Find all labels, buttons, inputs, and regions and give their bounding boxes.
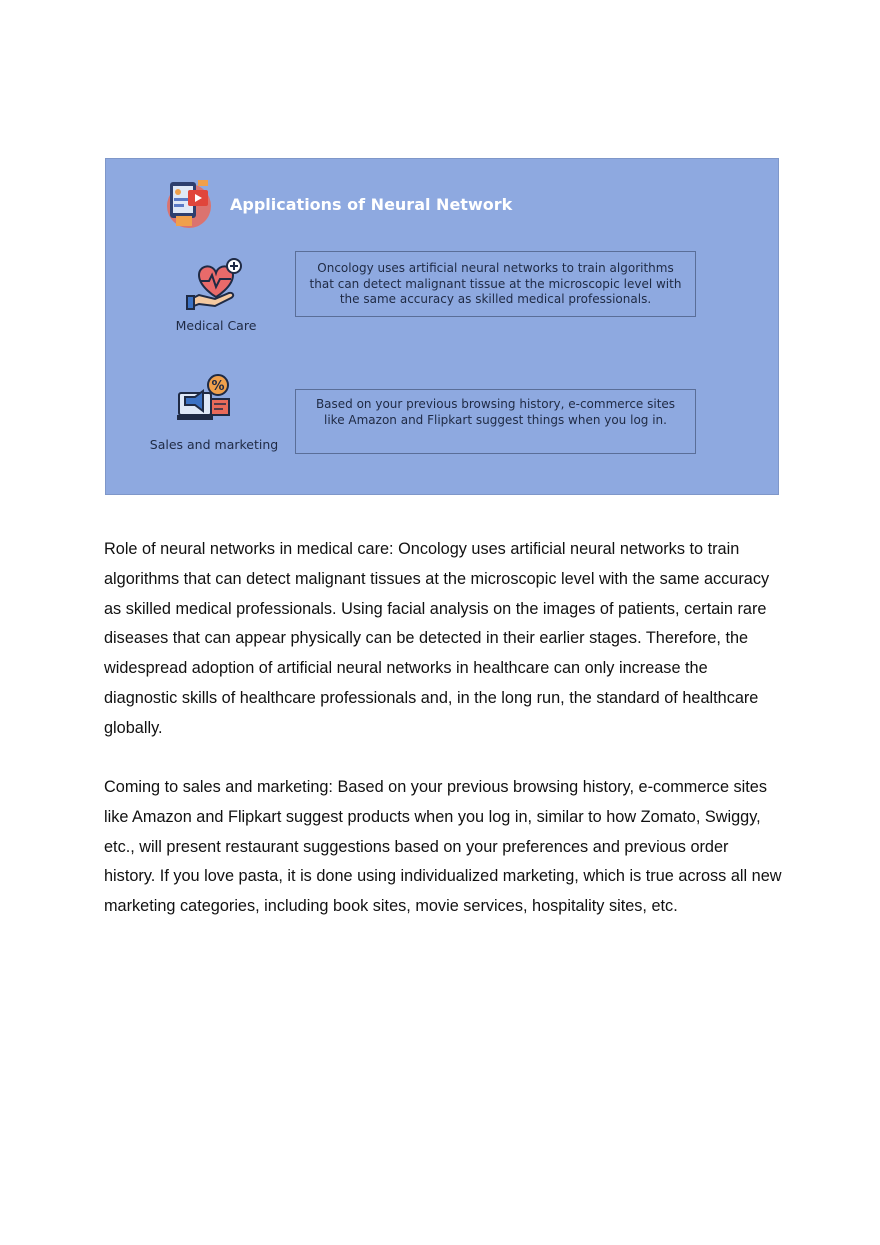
row-label-sales-marketing: Sales and marketing xyxy=(149,437,279,452)
row-label-medical-care: Medical Care xyxy=(175,318,257,333)
paragraph-sales-marketing: Coming to sales and marketing: Based on your previous browsing history, e-commerce sites like Amazon and Flipkart suggest products when you log in, similar to how Zomato, Swiggy, etc., will present restaurant suggestions based on your preferences and previous order history. If you love pasta, it is done using individualized marketing, which is true across all new marketing categories, including book sites, movie services, hospitality sites, etc. xyxy=(104,778,782,916)
slide-image xyxy=(105,158,779,495)
medical-care-description: Oncology uses artificial neural networks to train algorithms that can detect malignant tissue at the microscopic level with the same accuracy as skilled medical professionals. xyxy=(295,251,696,317)
svg-text:%: % xyxy=(211,379,225,394)
paragraph-medical-care: Role of neural networks in medical care: Oncology uses artificial neural networks to train algorithms that can detect malignant tissues at the microscopic level with the same accuracy as skilled medical professionals. Using facial analysis on the images of patients, certain rare diseases that can appear physically can be detected in their earlier stages. Therefore, the widespread adoption of artificial neural networks in healthcare can only increase the diagnostic skills of healthcare professionals and, in the long run, the standard of healthcare globally. xyxy=(104,540,770,737)
web-media-icon xyxy=(162,176,216,230)
heart-hand-plus-icon xyxy=(185,253,247,315)
slide-title: Applications of Neural Network xyxy=(230,195,513,214)
marketing-megaphone-icon xyxy=(173,371,235,433)
sales-marketing-description: Based on your previous browsing history, e-commerce sites like Amazon and Flipkart suggest things when you log in. xyxy=(295,389,696,454)
